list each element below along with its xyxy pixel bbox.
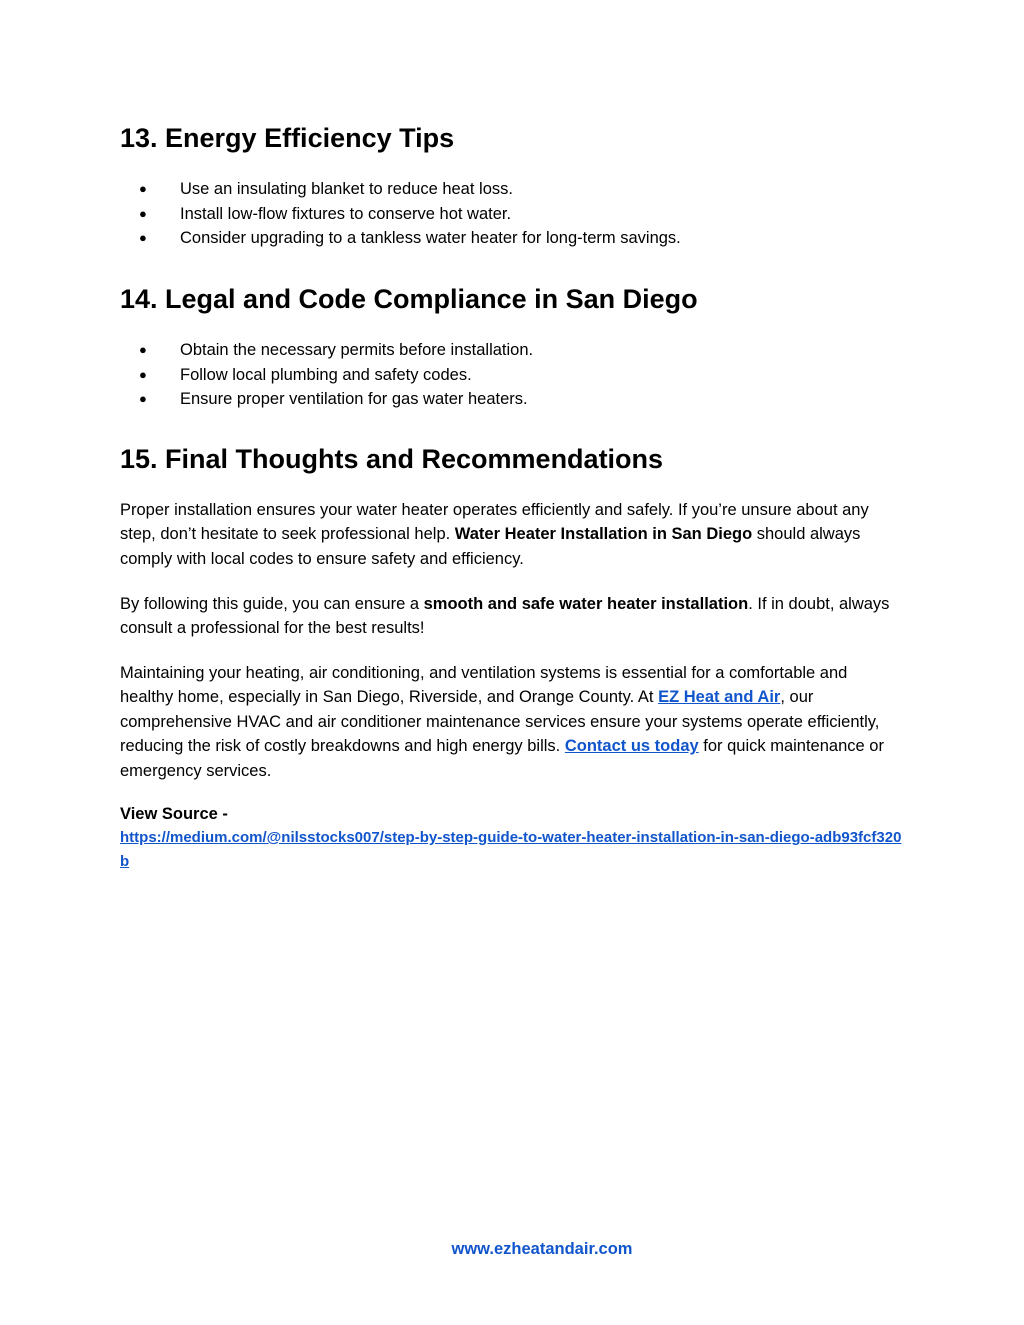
list-item: ● Follow local plumbing and safety codes. bbox=[120, 363, 533, 388]
list-item: ● Consider upgrading to a tankless water heater for long-term savings. bbox=[120, 226, 681, 251]
list-item: ● Install low-flow fixtures to conserve hot water. bbox=[120, 202, 681, 227]
bold-phrase: smooth and safe water heater installation bbox=[423, 595, 749, 613]
paragraph-guide: By following this guide, you can ensure a smooth and safe water heater installation. If in doubt, always consult a professional for the best results! bbox=[120, 595, 890, 638]
bullet-dot-icon: ● bbox=[139, 342, 147, 357]
view-source-label: View Source - bbox=[120, 805, 228, 823]
bullet-dot-icon: ● bbox=[139, 181, 147, 196]
section-14-heading: 14. Legal and Code Compliance in San Diego bbox=[120, 284, 698, 314]
footer-website[interactable]: www.ezheatandair.com bbox=[451, 1240, 633, 1258]
paragraph-installation: Proper installation ensures your water heater operates efficiently and safely. If you’re unsure about any step, don’t hesitate to seek professional help. Water Heater Installation in San Diego should always comply with local codes to ensure safety and efficiency. bbox=[120, 501, 869, 568]
contact-us-link[interactable]: Contact us today bbox=[564, 737, 699, 756]
bold-phrase: Water Heater Installation in San Diego bbox=[454, 525, 753, 544]
ez-heat-and-air-link[interactable]: EZ Heat and Air bbox=[658, 688, 781, 707]
paragraph-maintenance: Maintaining your heating, air conditioning, and ventilation systems is essential for a comfortable and healthy home, especially in San Diego, Riverside, and Orange County. At EZ Heat and Air, our comprehensive HVAC and air conditioner maintenance services ensure your systems operate efficiently, reducing the risk of costly breakdowns and high energy bills. Contact us today for quick maintenance or emergency services. bbox=[120, 664, 884, 780]
section-14-list bbox=[120, 338, 533, 412]
section-13-heading: 13. Energy Efficiency Tips bbox=[120, 123, 455, 153]
bullet-dot-icon: ● bbox=[139, 230, 147, 245]
bullet-dot-icon: ● bbox=[139, 366, 147, 382]
bullet-dot-icon: ● bbox=[139, 391, 147, 406]
section-15-heading: 15. Final Thoughts and Recommendations bbox=[120, 444, 664, 474]
list-item: ● Ensure proper ventilation for gas water heaters. bbox=[120, 387, 533, 412]
list-item: ● Obtain the necessary permits before installation. bbox=[120, 338, 533, 363]
list-item: ● Use an insulating blanket to reduce heat loss. bbox=[120, 177, 681, 202]
bullet-dot-icon: ● bbox=[139, 205, 147, 221]
source-url-link[interactable]: https://medium.com/@nilsstocks007/step-by-step-guide-to-water-heater-installation-in-san-diego-adb93fcf320b bbox=[120, 829, 902, 870]
section-13-list bbox=[120, 177, 681, 251]
